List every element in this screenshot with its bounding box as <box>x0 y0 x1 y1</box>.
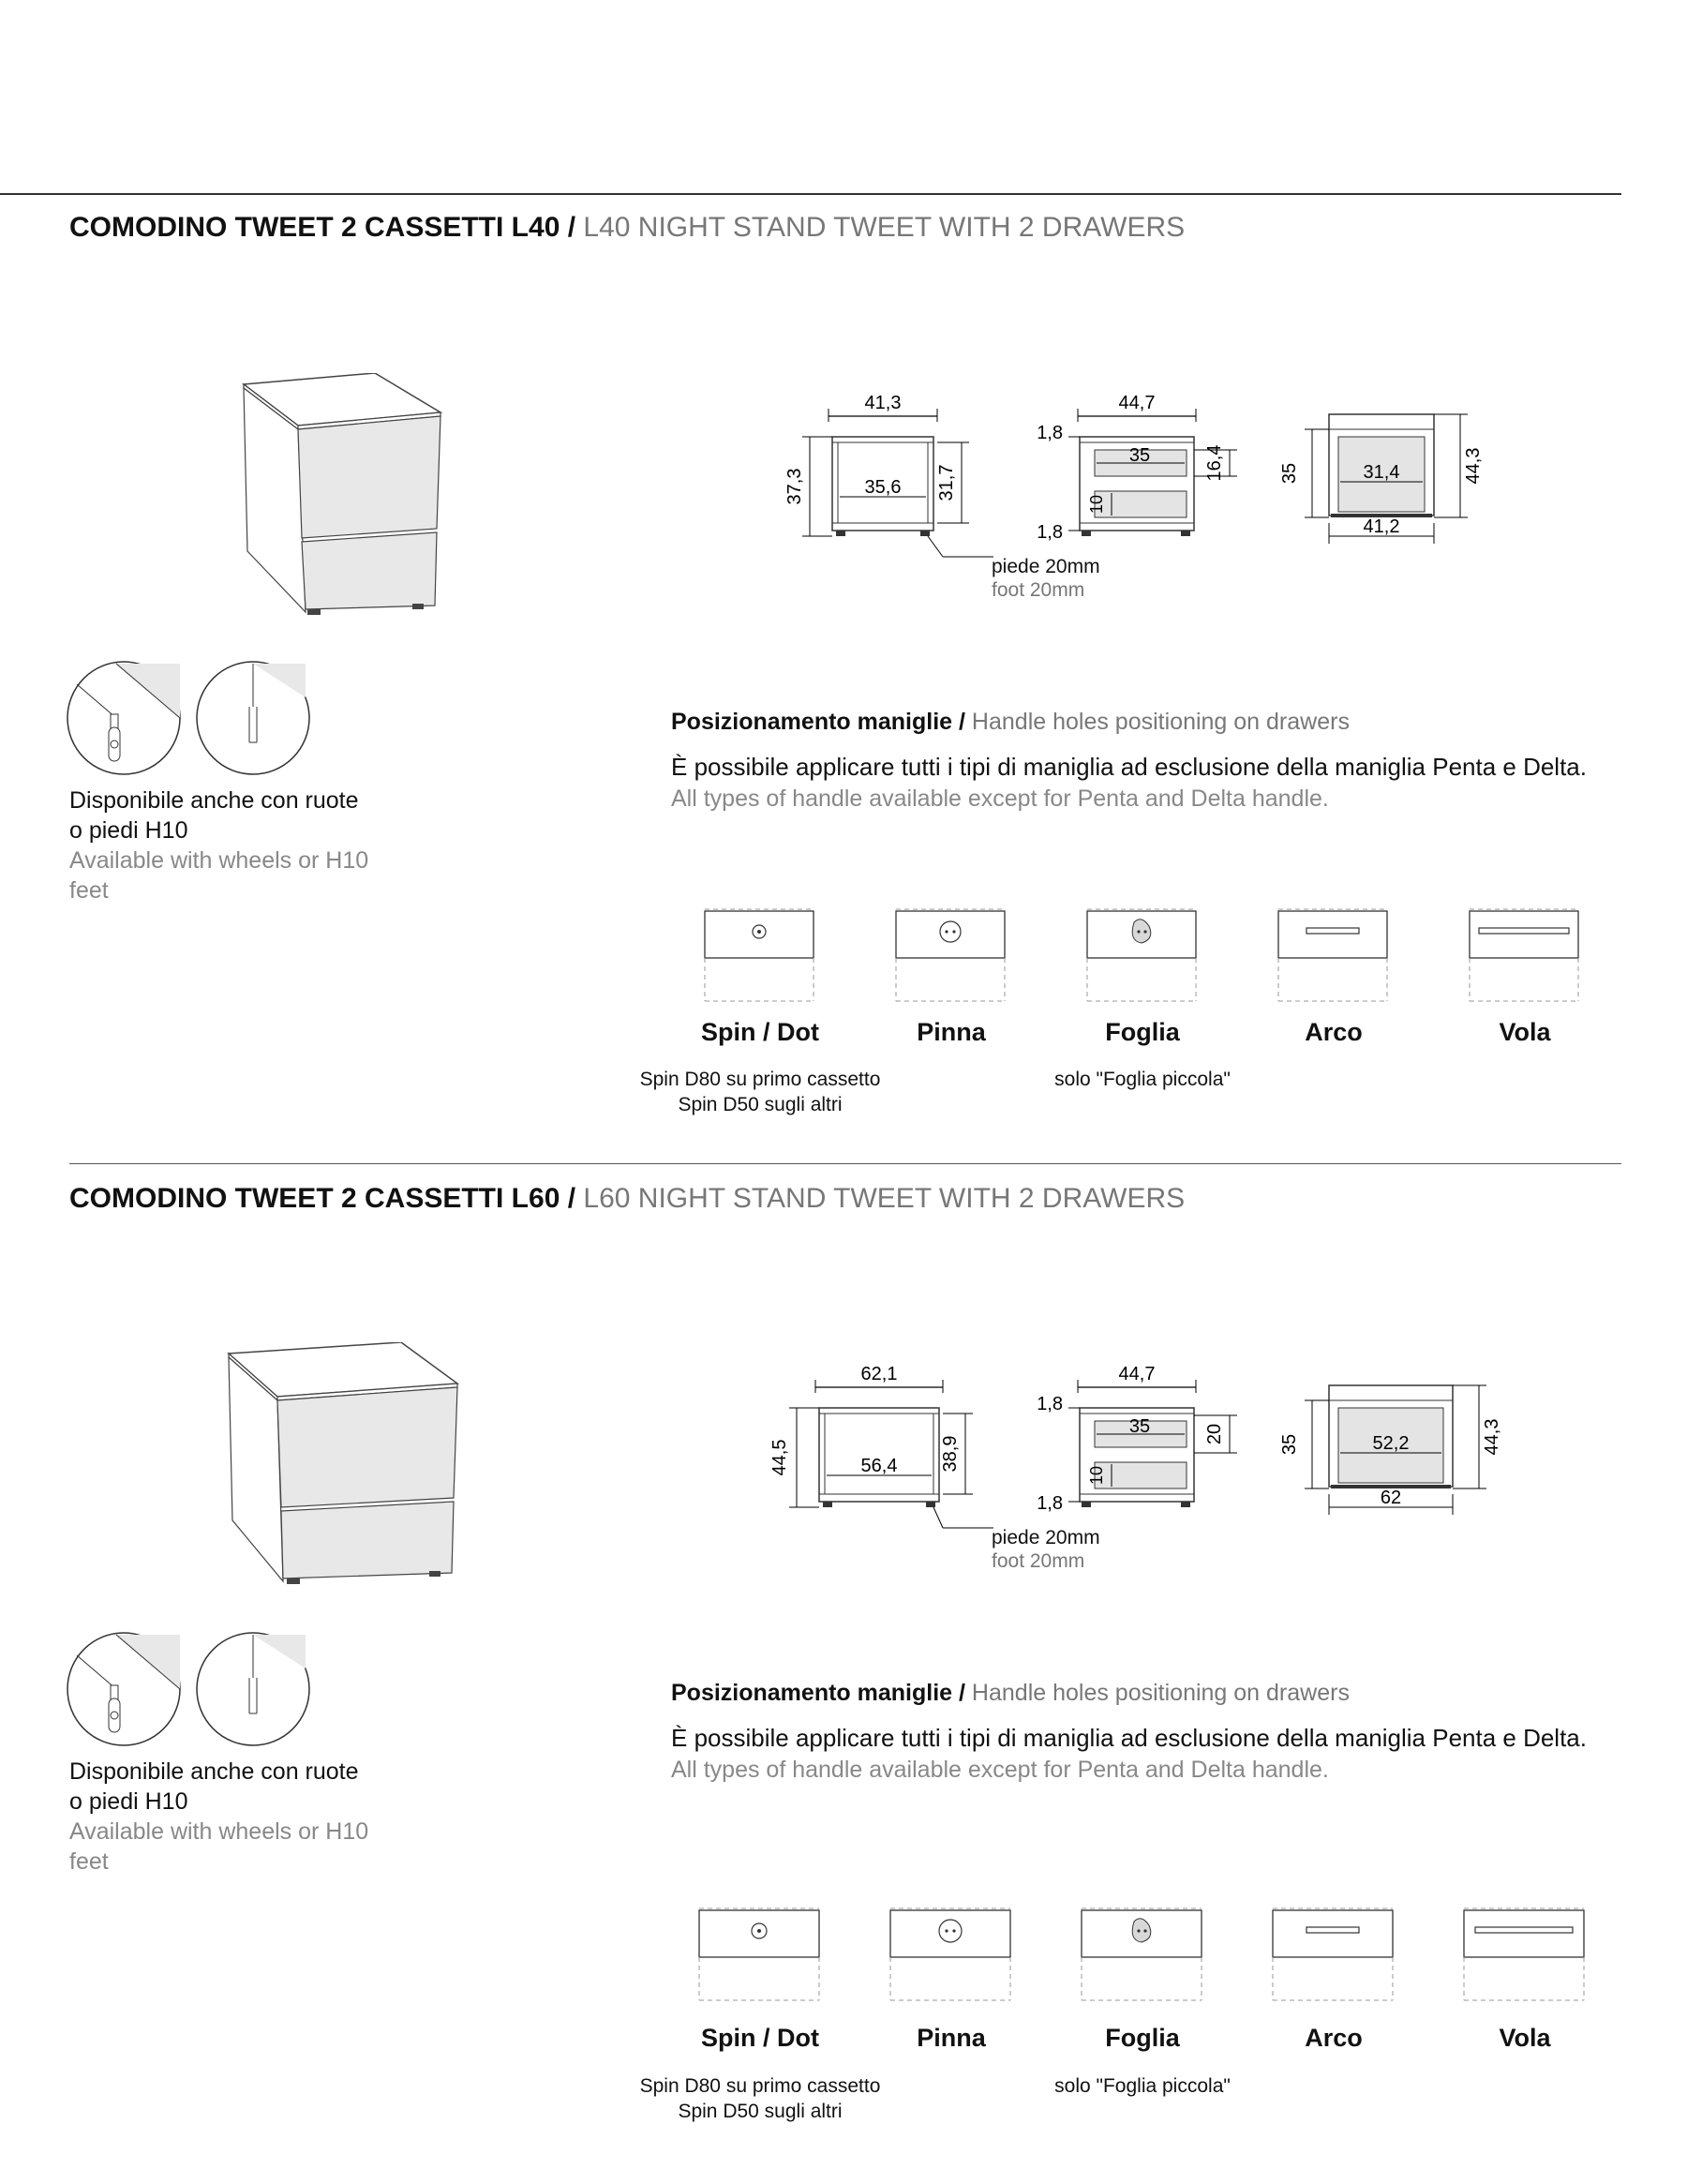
front-inner-height-label: 31,7 <box>936 464 957 501</box>
spin-dot-icon <box>697 1905 823 2008</box>
handle-name-arco: Arco <box>1305 2024 1363 2052</box>
spin-dot-icon <box>703 905 817 1009</box>
handle-name-spin-dot: Spin / Dot <box>701 2024 819 2052</box>
top-width-label: 41,2 <box>1363 516 1400 537</box>
handle-name-arco: Arco <box>1305 1018 1363 1046</box>
top-width-label: 62 <box>1380 1488 1402 1508</box>
side-top-thickness-label: 1,8 <box>1037 423 1063 443</box>
handle-name-vola: Vola <box>1499 1018 1551 1046</box>
side-drawer-height-label: 10 <box>1087 1465 1106 1486</box>
side-drawer-depth-label: 35 <box>1128 445 1151 466</box>
foot-english: foot 20mm <box>992 1550 1085 1572</box>
top-rule <box>0 193 1621 195</box>
spin-dot-note-line2: Spin D50 sugli altri <box>678 1094 843 1115</box>
side-depth-label: 44,7 <box>1118 396 1156 413</box>
handle-name-pinna: Pinna <box>917 1018 986 1046</box>
title-italian: COMODINO TWEET 2 CASSETTI L60 <box>69 1183 560 1214</box>
foot-english: foot 20mm <box>992 579 1085 601</box>
handle-note-english: All types of handle available except for Penta and Delta handle. <box>671 1757 1329 1783</box>
handle-note-italian: È possibile applicare tutti i tipi di maniglia ad esclusione della maniglia Penta e Delta. <box>671 1724 1587 1752</box>
foot-label <box>992 555 1100 602</box>
handle-positioning-heading <box>671 709 1350 736</box>
spin-dot-note <box>610 1067 910 1117</box>
section-title <box>69 1183 1185 1215</box>
foot-label <box>992 1526 1100 1573</box>
arco-icon <box>1276 905 1391 1009</box>
side-depth-label: 44,7 <box>1118 1367 1156 1384</box>
handle-name-vola: Vola <box>1499 2024 1551 2052</box>
handle-name-pinna: Pinna <box>917 2024 986 2052</box>
foglia-note <box>993 1067 1292 1092</box>
nightstand-illustration <box>234 373 459 617</box>
side-drawer-height-label: 10 <box>1087 494 1106 515</box>
front-elevation-drawing <box>778 396 993 592</box>
handle-note-english: All types of handle available except for Penta and Delta handle. <box>671 785 1329 812</box>
side-bottom-thickness-label: 1,8 <box>1037 522 1063 543</box>
handle-heading-english: Handle holes positioning on drawers <box>971 709 1350 735</box>
title-italian: COMODINO TWEET 2 CASSETTI L40 <box>69 212 560 243</box>
handle-name-foglia: Foglia <box>1105 2024 1180 2052</box>
section-l60 <box>0 1183 1687 2158</box>
pinna-icon <box>888 1905 1014 2008</box>
handle-note-italian: È possibile applicare tutti i tipi di maniglia ad esclusione della maniglia Penta e Delta. <box>671 753 1587 781</box>
handle-name-foglia: Foglia <box>1105 1018 1180 1046</box>
vola-icon <box>1462 1905 1588 2008</box>
section-l40 <box>0 212 1687 1187</box>
front-elevation-drawing <box>759 1367 993 1563</box>
handle-options <box>0 1905 1687 2158</box>
side-elevation-drawing <box>1022 1367 1247 1526</box>
front-height-label: 44,5 <box>769 1439 790 1476</box>
front-height-label: 37,3 <box>784 468 805 505</box>
side-bottom-thickness-label: 1,8 <box>1037 1493 1063 1514</box>
wheels-feet-options <box>66 1631 328 1753</box>
foglia-icon <box>1080 1905 1205 2008</box>
spin-dot-note <box>610 2073 910 2124</box>
handle-heading-italian: Posizionamento maniglie <box>671 709 953 735</box>
availability-note <box>69 785 369 905</box>
top-height-label: 44,3 <box>1482 1418 1502 1456</box>
availability-italian: Disponibile anche con ruote o piedi H10 <box>69 787 359 844</box>
side-elevation-drawing <box>1022 396 1247 555</box>
availability-italian: Disponibile anche con ruote o piedi H10 <box>69 1758 359 1815</box>
title-english: L40 NIGHT STAND TWEET WITH 2 DRAWERS <box>583 212 1186 243</box>
top-view-drawing <box>1275 409 1500 577</box>
handle-note <box>671 1722 1587 1786</box>
wheels-feet-options <box>66 660 328 782</box>
nightstand-illustration <box>223 1342 467 1586</box>
handle-heading-english: Handle holes positioning on drawers <box>971 1680 1350 1706</box>
handle-note <box>671 751 1587 815</box>
handle-heading-italian: Posizionamento maniglie <box>671 1680 953 1706</box>
top-height-label: 44,3 <box>1463 447 1484 485</box>
spin-dot-note-line1: Spin D80 su primo cassetto <box>639 1069 881 1090</box>
title-separator: / <box>567 1183 576 1214</box>
front-inner-width-label: 35,6 <box>864 477 902 498</box>
front-inner-height-label: 38,9 <box>940 1435 961 1473</box>
title-separator: / <box>567 212 576 243</box>
foglia-icon <box>1085 905 1200 1009</box>
top-inner-width-label: 52,2 <box>1372 1433 1410 1454</box>
spin-dot-note-line2: Spin D50 sugli altri <box>678 2101 843 2122</box>
front-inner-width-label: 56,4 <box>860 1456 898 1476</box>
top-depth-label: 35 <box>1279 462 1300 485</box>
top-view-drawing <box>1275 1380 1509 1548</box>
side-drawer-depth-label: 35 <box>1128 1416 1151 1437</box>
top-depth-label: 35 <box>1279 1433 1300 1456</box>
vola-icon <box>1468 905 1582 1009</box>
side-height-label: 20 <box>1204 1423 1225 1445</box>
handle-positioning-heading <box>671 1680 1350 1707</box>
availability-english: Available with wheels or H10 feet <box>69 847 369 904</box>
availability-english: Available with wheels or H10 feet <box>69 1818 369 1875</box>
handle-name-spin-dot: Spin / Dot <box>701 1018 819 1046</box>
handle-options <box>0 905 1687 1187</box>
front-width-label: 41,3 <box>864 396 902 413</box>
spin-dot-note-line1: Spin D80 su primo cassetto <box>639 2075 881 2097</box>
availability-note <box>69 1757 369 1877</box>
side-height-label: 16,4 <box>1204 444 1225 482</box>
foglia-note-line1: solo "Foglia piccola" <box>1054 2075 1231 2097</box>
title-english: L60 NIGHT STAND TWEET WITH 2 DRAWERS <box>583 1183 1186 1214</box>
side-top-thickness-label: 1,8 <box>1037 1394 1063 1414</box>
foot-italian: piede 20mm <box>992 556 1100 577</box>
handle-heading-separator: / <box>959 1680 965 1706</box>
top-inner-width-label: 31,4 <box>1363 462 1400 483</box>
foot-italian: piede 20mm <box>992 1527 1100 1548</box>
handle-heading-separator: / <box>959 709 965 735</box>
pinna-icon <box>894 905 1008 1009</box>
foglia-note <box>993 2073 1292 2099</box>
arco-icon <box>1271 1905 1396 2008</box>
foglia-note-line1: solo "Foglia piccola" <box>1054 1069 1231 1090</box>
section-title <box>69 212 1185 244</box>
front-width-label: 62,1 <box>860 1367 898 1384</box>
